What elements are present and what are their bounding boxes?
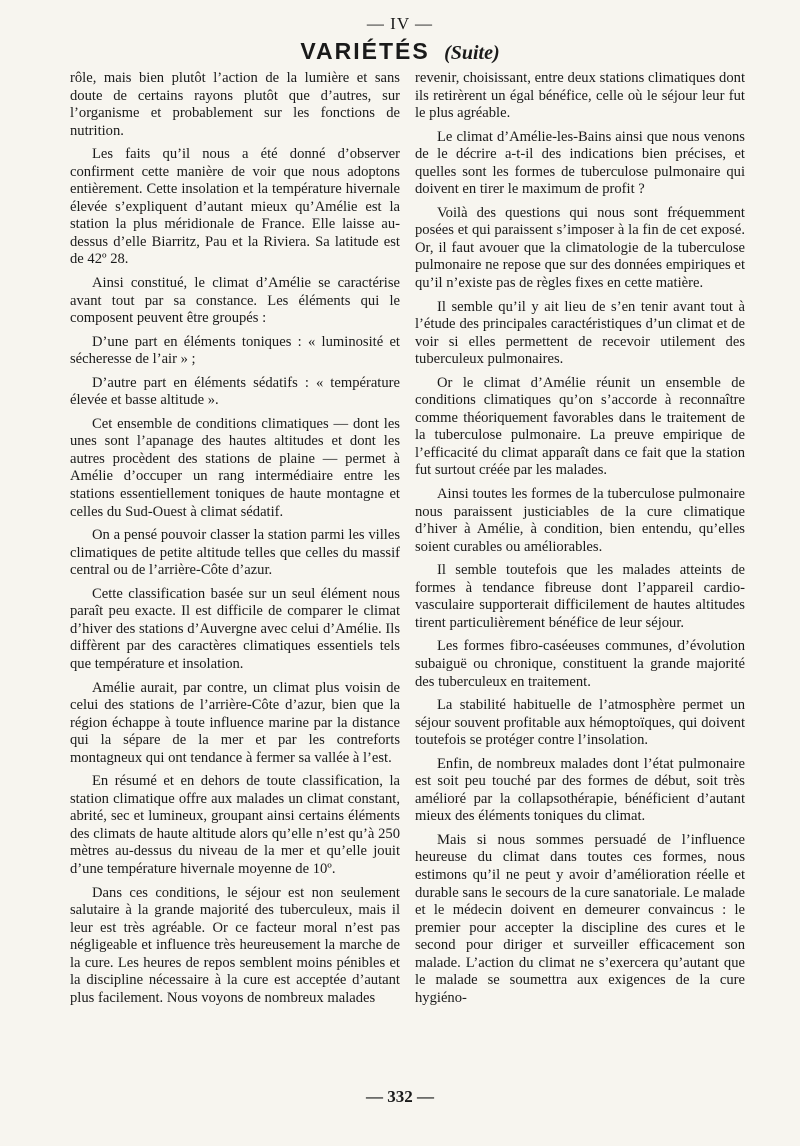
paragraph: Les formes fibro-caséeuses communes, d’évolution subaiguë ou chronique, constituent la grande majorité des tuberculeux en traitement. xyxy=(415,638,745,690)
paragraph: Cette classification basée sur un seul élément nous paraît peu exacte. Il est difficile de comparer le climat d’hiver des stations d’Auvergne avec celui d’Amélie. Ils diffèrent par des caractères climatiques essentiels tels que température et insolation. xyxy=(70,585,400,672)
section-title-suite: (Suite) xyxy=(444,42,500,64)
paragraph: Dans ces conditions, le séjour est non seulement salutaire à la grande majorité des tuberculeux, mais il leur est très agréable. Or ce facteur moral n’est pas négligeable et influence très heureusement la marche de la cure. Les heures de repos semblent moins pénibles et la discipline nécessaire à la cure est acceptée d’autant plus facilement. Nous voyons de nombreux malades xyxy=(70,884,400,1006)
paragraph: Amélie aurait, par contre, un climat plus voisin de celui des stations de l’arrière-Côte d’azur, bien que la région échappe à toute influence marine par la distance qui la sépare de la mer et par les contreforts montagneux qui ont tendance à fermer sa vallée à l’est. xyxy=(70,679,400,766)
paragraph: On a pensé pouvoir classer la station parmi les villes climatiques de petite altitude telles que celles du massif central ou de l’arrière-Côte d’azur. xyxy=(70,527,400,579)
left-column xyxy=(70,70,400,1090)
roman-page-number: — IV — xyxy=(366,14,434,33)
paragraph: La stabilité habituelle de l’atmosphère permet un séjour souvent profitable aux hémoptoïques, qui doivent toutefois se protéger contre l’insolation. xyxy=(415,697,745,749)
paragraph: Il semble toutefois que les malades atteints de formes à tendance fibreuse dont l’appareil cardio-vasculaire supporterait difficilement de hautes altitudes tirent particulièrement bénéfice de leur séjour. xyxy=(415,562,745,631)
paragraph: Le climat d’Amélie-les-Bains ainsi que nous venons de le décrire a-t-il des indications bien précises, et quelles sont les formes de tuberculose pulmonaire qui doivent en tirer le maximum de profit ? xyxy=(415,128,745,198)
paragraph: Ainsi toutes les formes de la tuberculose pulmonaire nous paraissent justiciables de la cure climatique d’hiver à Amélie, à condition, bien entendu, qu’elles soient curables ou améliorables. xyxy=(415,486,745,555)
paragraph: En résumé et en dehors de toute classification, la station climatique offre aux malades un climat constant, abrité, sec et lumineux, groupant ainsi certains éléments des climats de haute altitude alors qu’elle n’est qu’à 250 mètres au-dessus du niveau de la mer et qu’elle jouit d’une température hivernale moyenne de 10º. xyxy=(70,773,400,877)
paragraph: Mais si nous sommes persuadé de l’influence heureuse du climat dans toutes ces formes, nous estimons qu’il ne peut y avoir d’amélioration réelle et durable sans le secours de la cure sanatoriale. Le malade et le médecin doivent en demeurer convaincus : le premier pour accepter la discipline des cures et le second pour diriger et surveiller efficacement son malade. L’action du climat ne s’exercera qu’autant que le malade se soumettra aux exigences de la cure hygiéno- xyxy=(415,831,745,1006)
paragraph: Les faits qu’il nous a été donné d’observer confirment cette manière de voir que nous adoptons entièrement. Cette insolation et la température hivernale élevée s’expliquent d’autant mieux qu’Amélie est la station la plus méridionale de France. Elle laisse au-dessus d’elle Biarritz, Pau et la Riviera. Sa latitude est de 42º 28. xyxy=(70,146,400,268)
paragraph: Voilà des questions qui nous sont fréquemment posées et qui paraissent s’imposer à la fin de cet exposé. Or, il faut avouer que la climatologie de la tuberculose pulmonaire ne repose que sur des données empiriques et qu’il n’existe pas de règles fixes en cette matière. xyxy=(415,204,745,292)
paragraph: revenir, choisissant, entre deux stations climatiques dont ils retirèrent un égal bénéfice, celle où le séjour leur fut le plus agréable. xyxy=(415,70,745,122)
paragraph: Ainsi constitué, le climat d’Amélie se caractérise avant tout par sa constance. Les éléments qui le composent peuvent être groupés : xyxy=(70,275,400,327)
section-title-text: VARIÉTÉS xyxy=(300,38,430,64)
paragraph: Il semble qu’il y ait lieu de s’en tenir avant tout à l’étude des principales caractéristiques d’un climat et de voir si elles permettent de recevoir utilement des tuberculeux pulmonaires. xyxy=(415,298,745,368)
paragraph: rôle, mais bien plutôt l’action de la lumière et sans doute de certains rayons plutôt que d’autres, sur l’organisme et probablement sur les fonctions de nutrition. xyxy=(70,70,400,139)
paragraph: D’une part en éléments toniques : « luminosité et sécheresse de l’air » ; xyxy=(70,333,400,368)
paragraph: D’autre part en éléments sédatifs : « température élevée et basse altitude ». xyxy=(70,374,400,409)
paragraph: Or le climat d’Amélie réunit un ensemble de conditions climatiques qu’on s’accorde à reconnaître comme théoriquement favorables dans le traitement de la tuberculose pulmonaire. La preuve empirique de l’efficacité du climat apparaît dans ce fait que la station fut surtout créée par les malades. xyxy=(415,374,745,479)
paragraph: Cet ensemble de conditions climatiques — dont les unes sont l’apanage des hautes altitudes et dont les autres procèdent des stations de plaine — permet à Amélie d’occuper un rang intermédiaire entre les stations essentiellement toniques de haute montagne et celles du Sud-Ouest à climat sédatif. xyxy=(70,415,400,520)
paragraph: Enfin, de nombreux malades dont l’état pulmonaire est soit peu touché par des formes de début, soit très amélioré par la collapsothérapie, bénéficient d’autant mieux des éléments toniques du climat. xyxy=(415,755,745,825)
right-column xyxy=(415,70,745,1090)
section-title xyxy=(0,38,800,65)
page-number: — 332 — xyxy=(366,1087,434,1106)
